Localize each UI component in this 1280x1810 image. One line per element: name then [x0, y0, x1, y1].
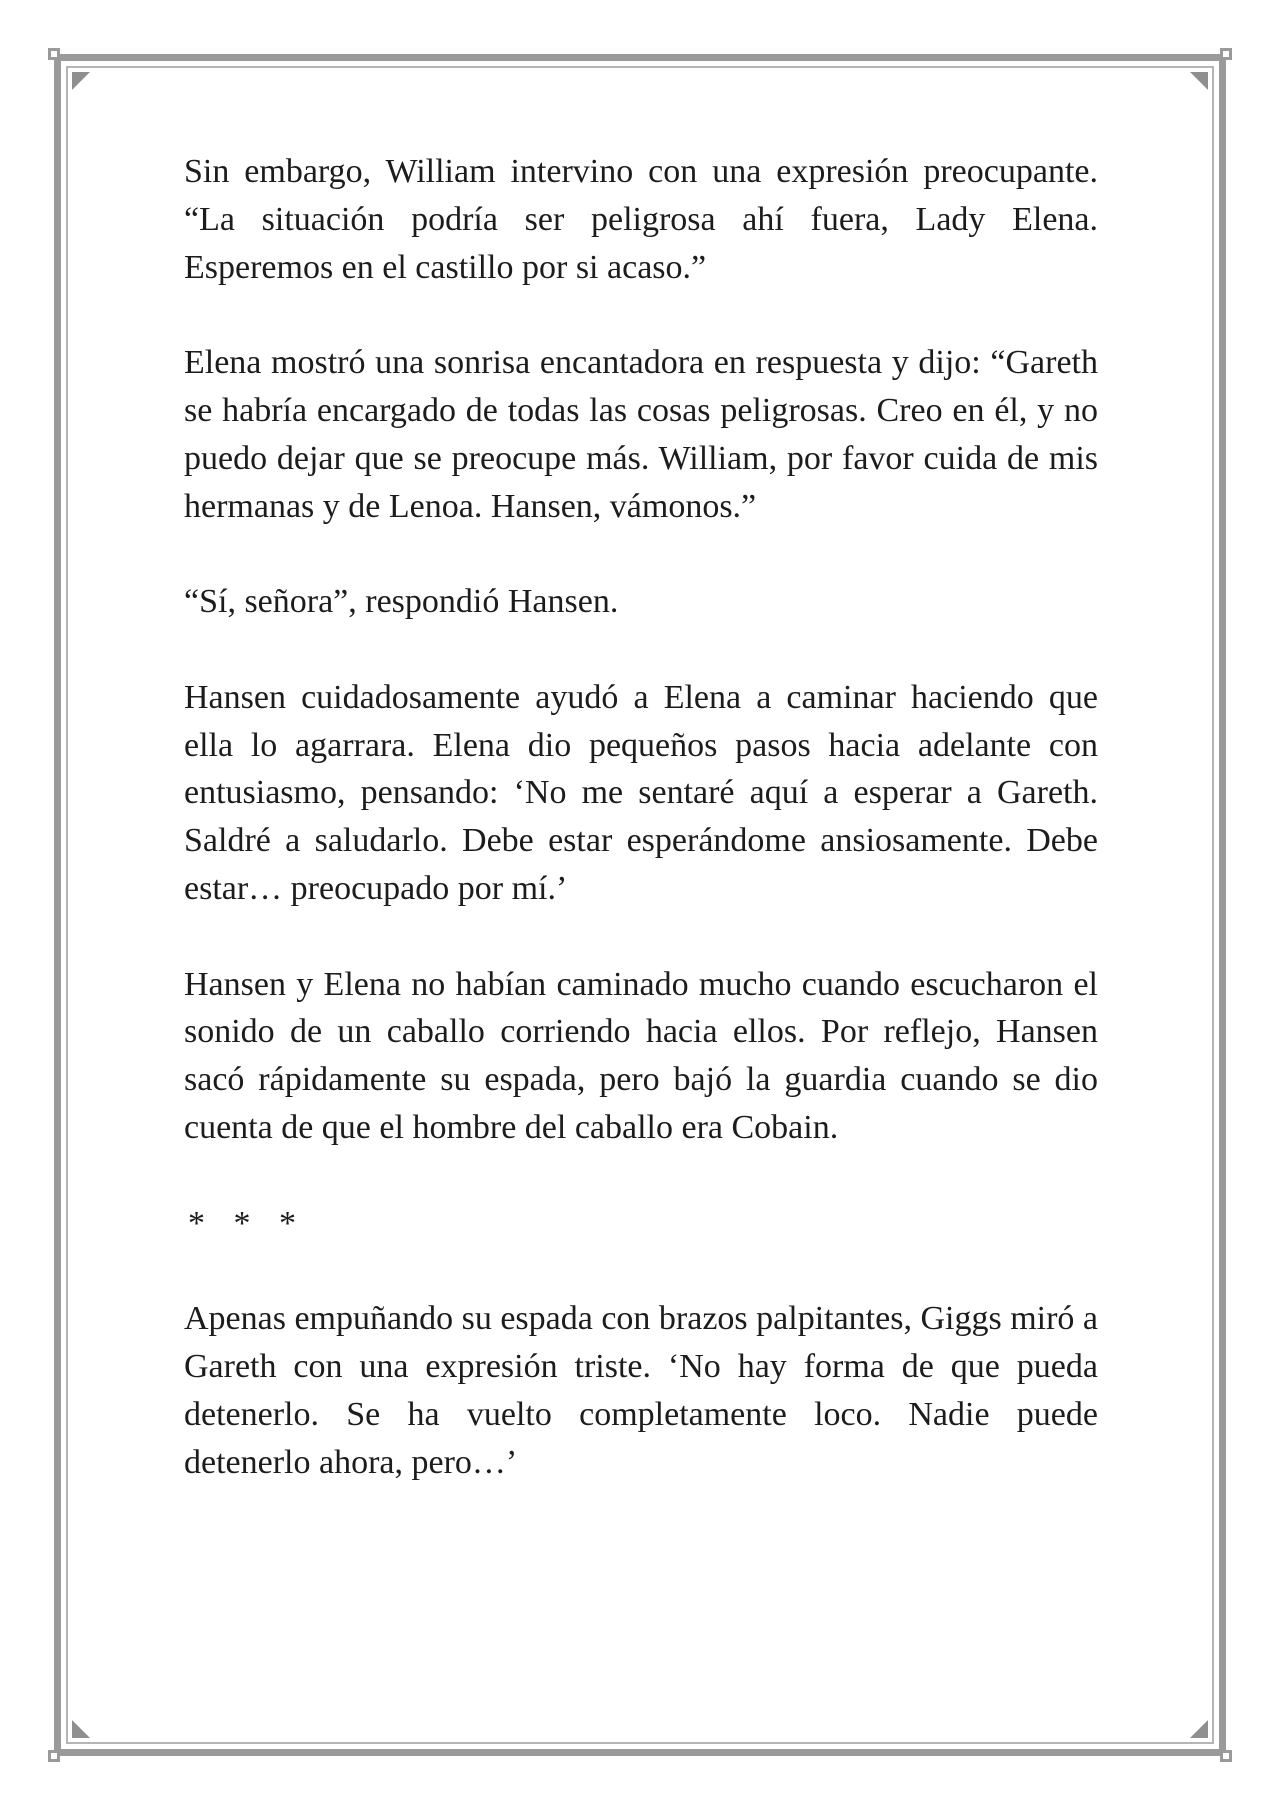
- corner-ornament-top-left: [48, 48, 60, 60]
- corner-ornament-bottom-left: [48, 1750, 60, 1762]
- paragraph: “Sí, señora”, respondió Hansen.: [184, 583, 619, 621]
- corner-triangle-bottom-right: [1190, 1720, 1208, 1738]
- corner-ornament-bottom-right: [1220, 1750, 1232, 1762]
- paragraph: Hansen y Elena no habían caminado mucho cuando escucharon el sonido de un caballo corriendo hacia ellos. Por reflejo, Hansen sacó rápidamente su espada, pero bajó la guardia cuando se dio cuenta de que el hombre del caballo era Cobain.: [184, 965, 1098, 1146]
- scene-break: * * *: [188, 1204, 306, 1242]
- page-body: [184, 148, 1098, 1534]
- corner-triangle-top-right: [1190, 72, 1208, 90]
- paragraph: Sin embargo, William intervino con una expresión preocupante. “La situación podría ser peligrosa ahí fuera, Lady Elena. Esperemos en el castillo por si acaso.”: [184, 153, 1098, 286]
- corner-triangle-top-left: [72, 72, 90, 90]
- paragraph: Elena mostró una sonrisa encantadora en respuesta y dijo: “Gareth se habría encargado de todas las cosas peligrosas. Creo en él, y no puedo dejar que se preocupe más. William, por favor cuida de mis hermanas y de Lenoa. Hansen, vámonos.”: [184, 344, 1098, 525]
- corner-ornament-top-right: [1220, 48, 1232, 60]
- paragraph: Hansen cuidadosamente ayudó a Elena a caminar haciendo que ella lo agarrara. Elena dio pequeños pasos hacia adelante con entusiasmo, pensando: ‘No me sentaré aquí a esperar a Gareth. Saldré a saludarlo. Debe estar esperándome ansiosamente. Debe estar… preocupado por mí.’: [184, 678, 1098, 907]
- paragraph: Apenas empuñando su espada con brazos palpitantes, Giggs miró a Gareth con una expresión triste. ‘No hay forma de que pueda detenerlo. Se ha vuelto completamente loco. Nadie puede detenerlo ahora, pero…’: [184, 1300, 1098, 1481]
- corner-triangle-bottom-left: [72, 1720, 90, 1738]
